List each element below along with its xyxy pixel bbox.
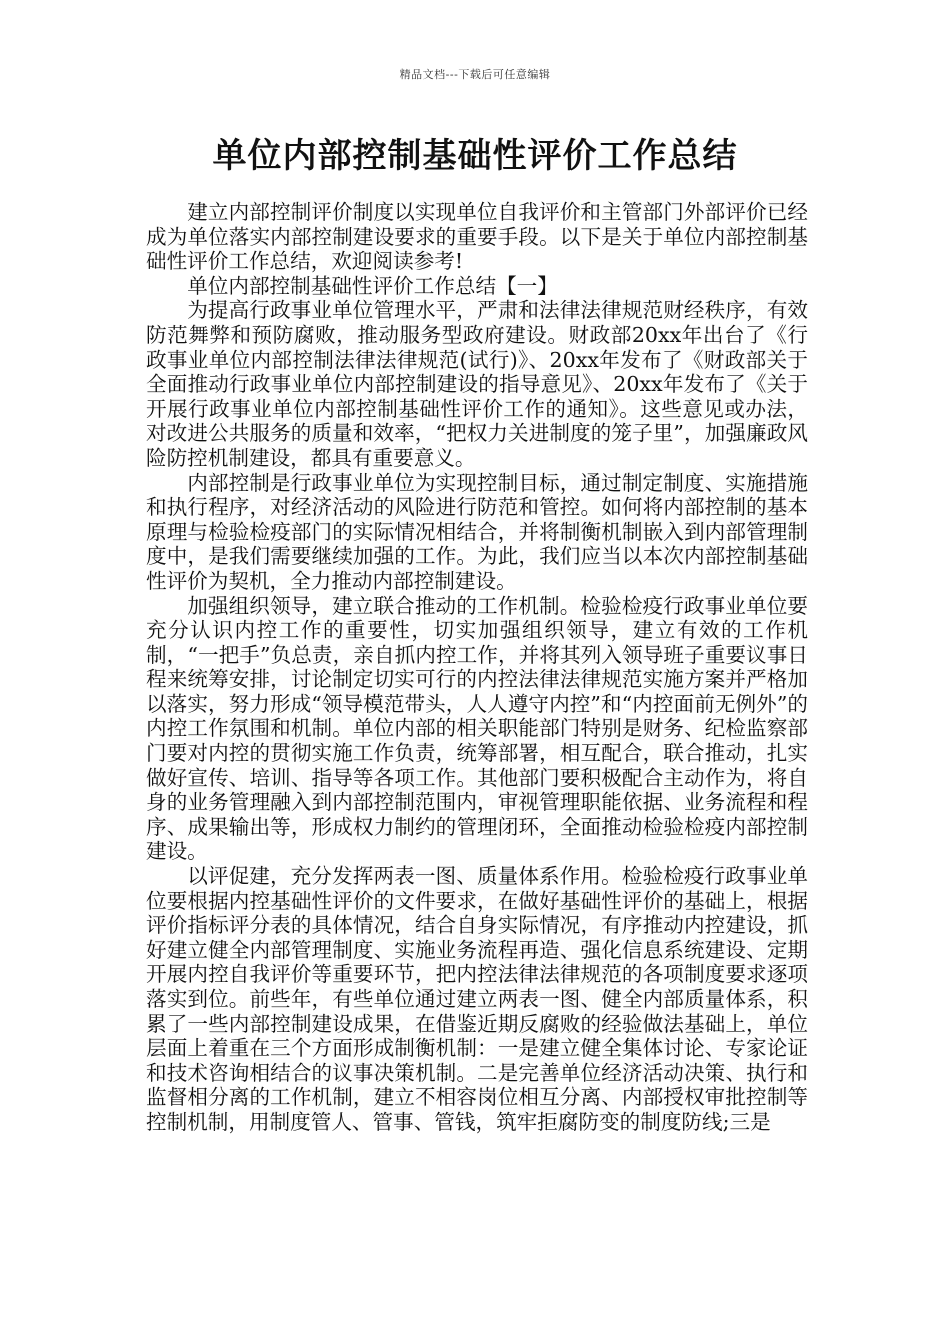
paragraph: 加强组织领导，建立联合推动的工作机制。检验检疫行政事业单位要充分认识内控工作的重要性，切实加强组织领导，建立有效的工作机制，“一把手”负总责，亲自抓内控工作，并将其列入领导班子重要议事日程来统筹安排，讨论制定切实可行的内控法律法律规范实施方案并严格加以落实，努力形成“领导模范带头，人人遵守内控”和“内控面前无例外”的内控工作氛围和机制。单位内部的相关职能部门特别是财务、纪检监察部门要对内控的贯彻实施工作负责，统筹部署，相互配合，联合推动，扎实做好宣传、培训、指导等各项工作。其他部门要积极配合主动作为，将自身的业务管理融入到内部控制范围内，审视管理职能依据、业务流程和程序、成果输出等，形成权力制约的管理闭环，全面推动检验检疫内部控制建设。 [146, 593, 808, 864]
header-note: 精品文档---下载后可任意编辑 [399, 68, 551, 81]
paragraph: 内部控制是行政事业单位为实现控制目标，通过制定制度、实施措施和执行程序，对经济活动的风险进行防范和管控。如何将内部控制的基本原理与检验检疫部门的实际情况相结合，并将制衡机制嵌入到内部管理制度中，是我们需要继续加强的工作。为此，我们应当以本次内部控制基础性评价为契机，全力推动内部控制建设。 [146, 470, 808, 593]
document-title: 单位内部控制基础性评价工作总结 [212, 136, 738, 176]
section-heading: 单位内部控制基础性评价工作总结【一】 [187, 273, 558, 298]
paragraph: 以评促建，充分发挥两表一图、质量体系作用。检验检疫行政事业单位要根据内控基础性评价的文件要求，在做好基础性评价的基础上，根据评价指标评分表的具体情况，结合自身实际情况，有序推动内控建设，抓好建立健全内部管理制度、实施业务流程再造、强化信息系统建设、定期开展内控自我评价等重要环节，把内控法律法律规范的各项制度要求逐项落实到位。前些年，有些单位通过建立两表一图、健全内部质量体系，积累了一些内部控制建设成果，在借鉴近期反腐败的经验做法基础上，单位层面上着重在三个方面形成制衡机制：一是建立健全集体讨论、专家论证和技术咨询相结合的议事决策机制。二是完善单位经济活动决策、执行和监督相分离的工作机制，建立不相容岗位相互分离、内部授权审批控制等控制机制，用制度管人、管事、管钱，筑牢拒腐防变的制度防线;三是 [146, 864, 808, 1134]
document-body [146, 200, 808, 1135]
paragraph: 为提高行政事业单位管理水平，严肃和法律法律规范财经秩序，有效防范舞弊和预防腐败，推动服务型政府建设。财政部20xx年出台了《行政事业单位内部控制法律法律规范(试行)》、20xx年发布了《财政部关于全面推动行政事业单位内部控制建设的指导意见》、20xx年发布了《关于开展行政事业单位内部控制基础性评价工作的通知》。这些意见或办法，对改进公共服务的质量和效率，“把权力关进制度的笼子里”，加强廉政风险防控机制建设，都具有重要意义。 [146, 298, 808, 470]
paragraph-intro: 建立内部控制评价制度以实现单位自我评价和主管部门外部评价已经成为单位落实内部控制建设要求的重要手段。以下是关于单位内部控制基础性评价工作总结，欢迎阅读参考! [146, 200, 808, 274]
